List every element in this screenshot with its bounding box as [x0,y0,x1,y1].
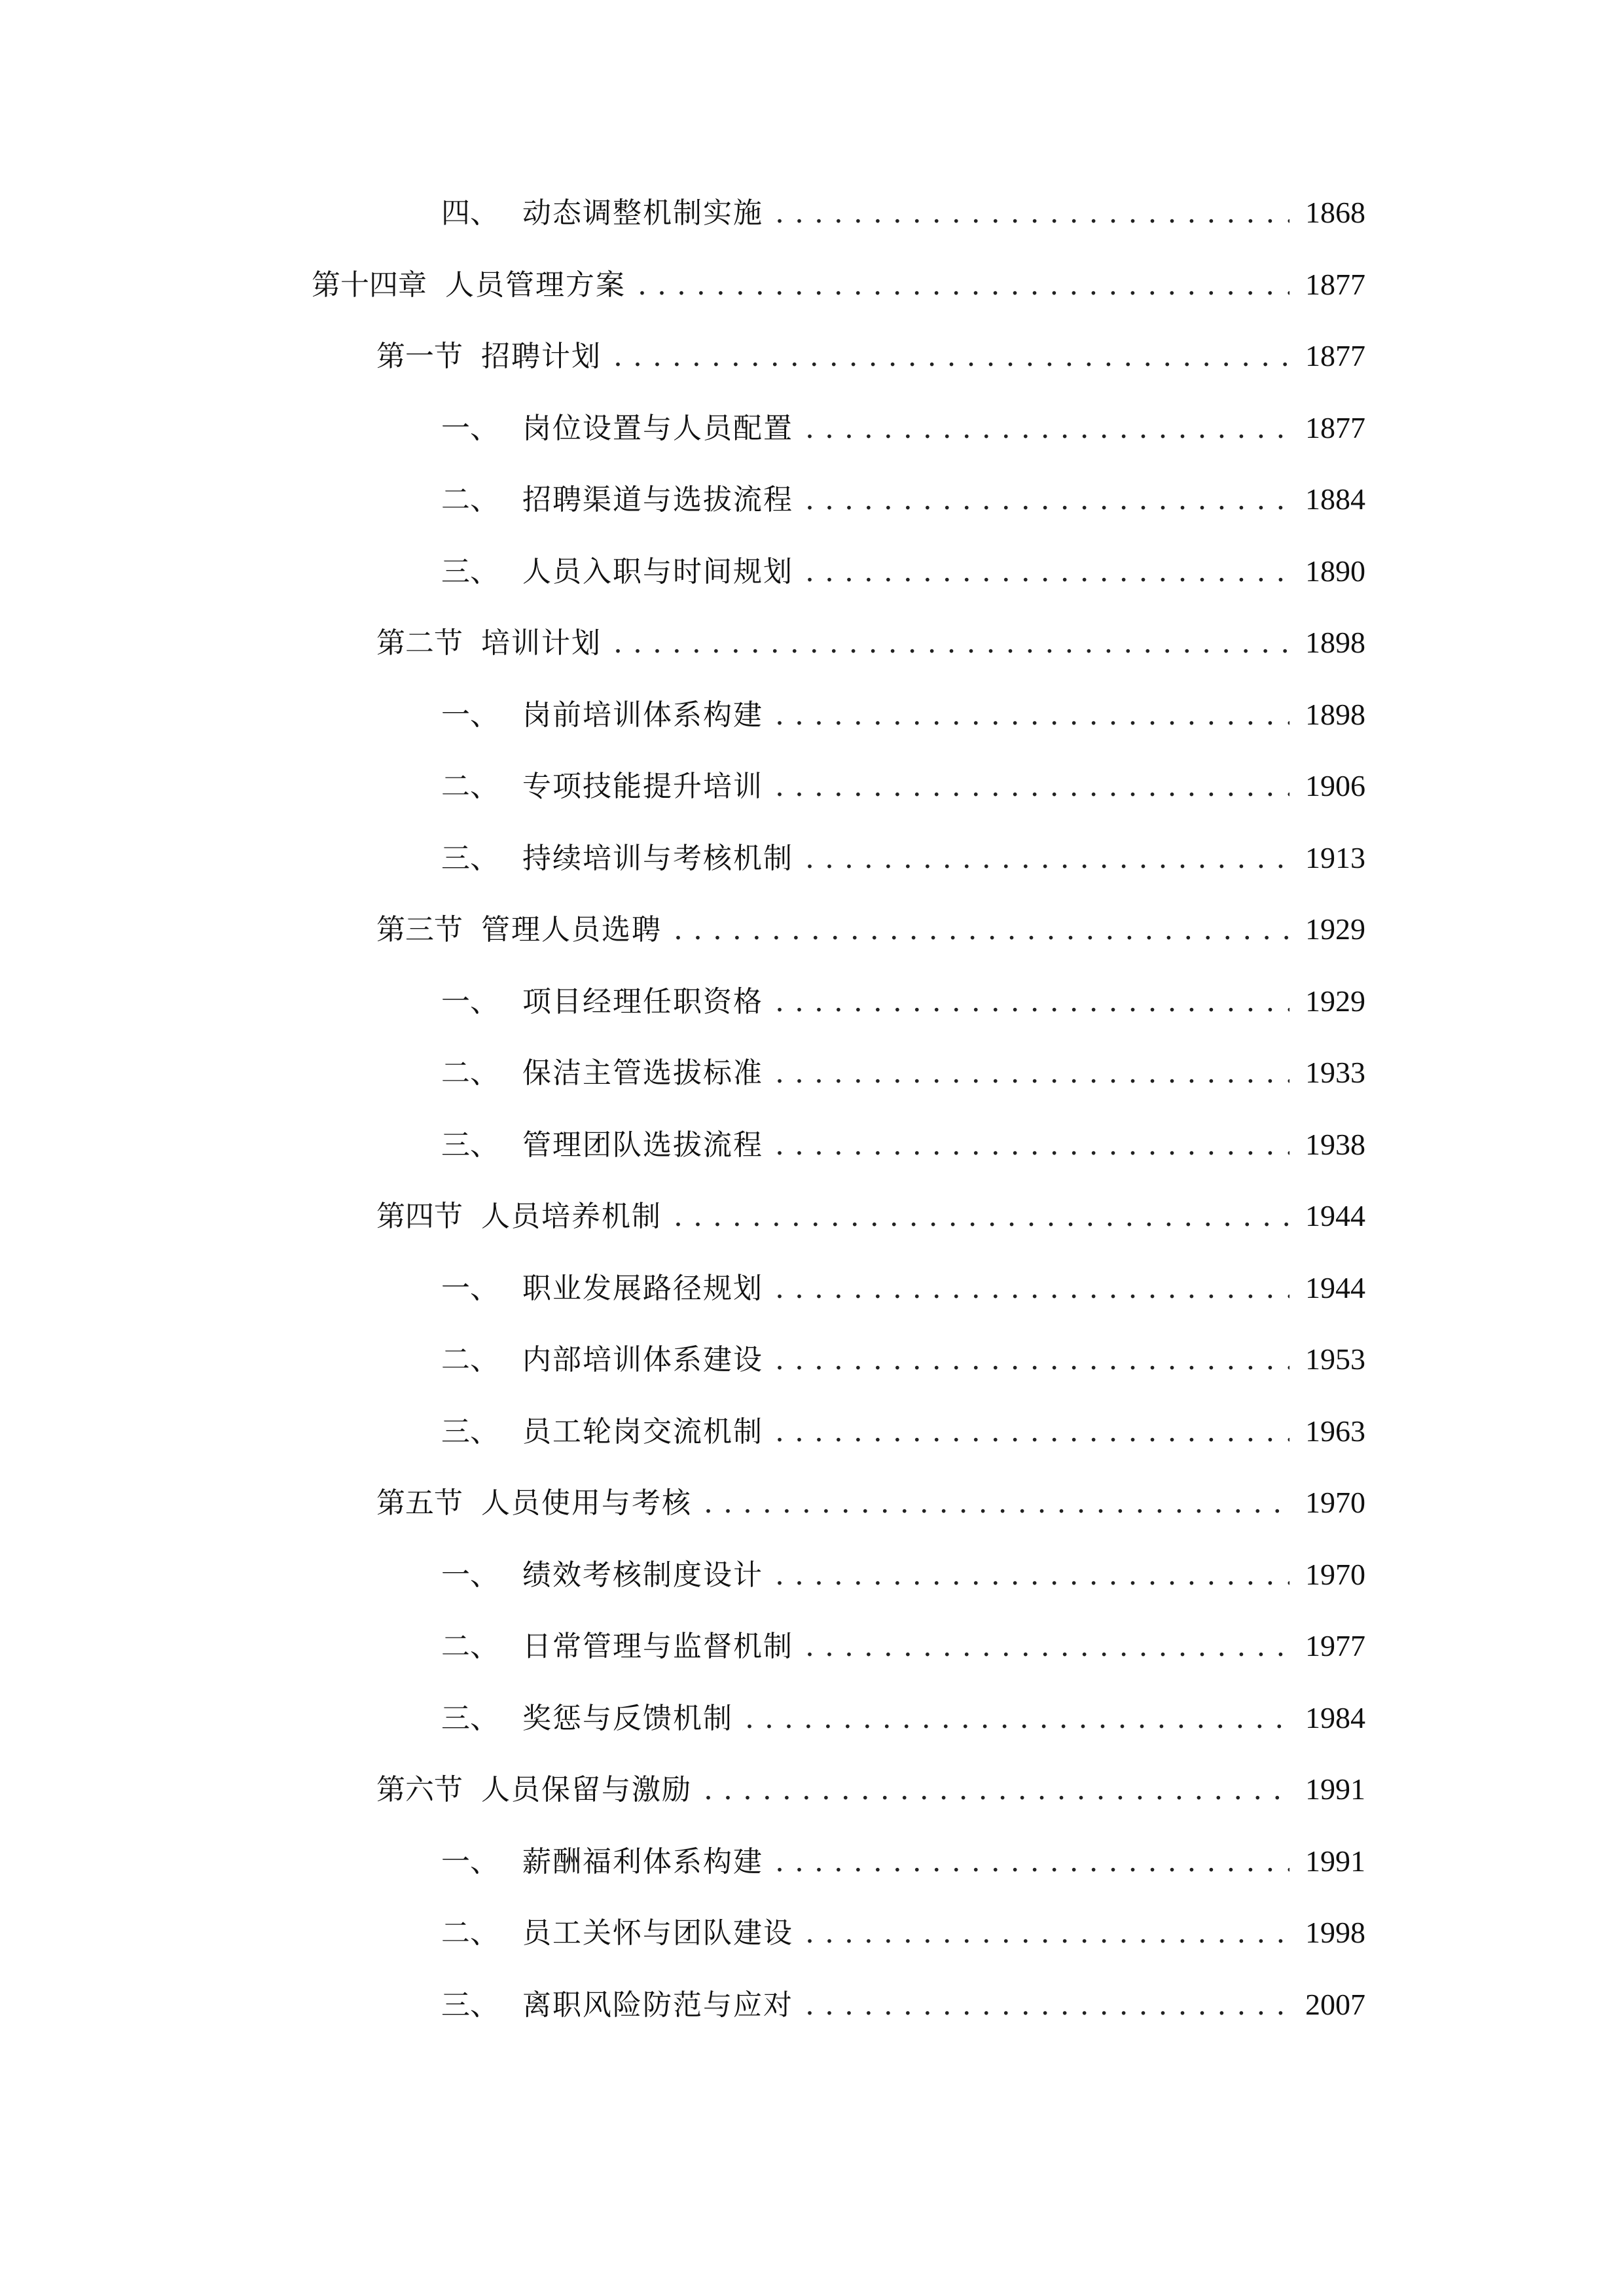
toc-entry-title: 培训计划 [481,626,602,660]
toc-entry-number: 第二节 [376,626,463,660]
toc-entry-section[interactable] [376,336,1365,376]
toc-entry-number: 二、 [441,770,499,803]
toc-entry-number: 第三节 [376,913,463,946]
dot-leader [775,1412,1290,1452]
toc-entry-title: 离职风险防范与应对 [522,1988,793,2022]
toc-entry-title: 内部培训体系建设 [522,1343,763,1376]
toc-entry-section[interactable] [376,623,1365,662]
dot-leader [704,1770,1290,1810]
toc-entry-title: 岗位设置与人员配置 [522,411,793,445]
toc-entry[interactable] [441,408,1365,448]
toc-entry-page: 1877 [1305,410,1365,444]
toc-entry-number: 三、 [441,1701,499,1735]
toc-entry-title: 管理人员选聘 [481,913,662,946]
dot-leader [613,337,1290,376]
toc-entry-number: 二、 [441,1056,499,1090]
dot-leader [805,409,1290,448]
toc-entry-title: 专项技能提升培训 [522,770,763,803]
toc-entry-page: 2007 [1305,1987,1365,2021]
toc-entry[interactable] [441,552,1365,591]
dot-leader [674,1197,1290,1236]
toc-entry-page: 1890 [1305,554,1365,588]
toc-entry-number: 三、 [441,1414,499,1448]
toc-entry-title: 招聘计划 [481,340,602,373]
toc-entry-page: 1868 [1305,196,1365,229]
toc-entry-number: 第十四章 [312,268,427,302]
toc-entry-page: 1884 [1305,482,1365,516]
toc-entry[interactable] [441,766,1365,806]
toc-entry-section[interactable] [376,910,1365,949]
toc-entry-number: 三、 [441,1988,499,2022]
dot-leader [805,480,1290,520]
toc-entry-number: 二、 [441,1916,499,1950]
toc-entry-chapter[interactable] [312,265,1365,304]
toc-entry[interactable] [441,480,1365,519]
toc-entry-number: 第四节 [376,1200,463,1233]
dot-leader [704,1484,1290,1523]
toc-entry[interactable] [441,1555,1365,1594]
toc-entry-section[interactable] [376,1483,1365,1522]
toc-entry-title: 人员使用与考核 [481,1486,692,1520]
toc-entry-number: 三、 [441,554,499,588]
toc-entry-page: 1991 [1305,1772,1365,1806]
toc-entry-page: 1970 [1305,1557,1365,1591]
dot-leader [805,552,1290,592]
toc-entry-title: 人员管理方案 [445,268,626,302]
dot-leader [775,767,1290,806]
toc-entry-page: 1991 [1305,1844,1365,1878]
toc-entry-title: 保洁主管选拔标准 [522,1056,763,1090]
toc-entry-page: 1877 [1305,267,1365,301]
dot-leader [613,624,1290,663]
toc-entry-page: 1898 [1305,697,1365,731]
dot-leader [775,1340,1290,1380]
toc-entry-section[interactable] [376,1770,1365,1809]
toc-entry-number: 二、 [441,483,499,516]
dot-leader [775,1126,1290,1165]
dot-leader [775,194,1290,233]
dot-leader [775,1269,1290,1308]
toc-entry-title: 日常管理与监督机制 [522,1630,793,1663]
toc-entry-page: 1906 [1305,769,1365,802]
toc-entry-title: 岗前培训体系构建 [522,698,763,732]
toc-entry-number: 四、 [441,196,499,230]
dot-leader [805,1986,1290,2025]
toc-entry-number: 三、 [441,1128,499,1162]
toc-entry[interactable] [441,695,1365,734]
toc-entry-number: 第五节 [376,1486,463,1520]
toc-entry[interactable] [441,982,1365,1021]
toc-entry[interactable] [441,193,1365,232]
toc-entry-title: 管理团队选拔流程 [522,1128,763,1162]
toc-entry-number: 二、 [441,1630,499,1663]
dot-leader [674,910,1290,950]
toc-entry[interactable] [441,1913,1365,1952]
toc-entry[interactable] [441,1412,1365,1451]
dot-leader [805,1914,1290,1953]
dot-leader [775,1054,1290,1093]
toc-entry[interactable] [441,1626,1365,1666]
toc-entry-page: 1898 [1305,626,1365,659]
toc-entry-title: 动态调整机制实施 [522,196,763,230]
toc-entry-page: 1929 [1305,912,1365,946]
dot-leader [805,1627,1290,1666]
dot-leader [775,982,1290,1022]
toc-entry-title: 员工轮岗交流机制 [522,1414,763,1448]
dot-leader [745,1699,1290,1738]
toc-entry-page: 1984 [1305,1700,1365,1734]
toc-entry-title: 持续培训与考核机制 [522,841,793,875]
toc-entry-title: 员工关怀与团队建设 [522,1916,793,1950]
toc-entry-page: 1944 [1305,1270,1365,1304]
toc-entry-page: 1998 [1305,1916,1365,1949]
toc-entry-title: 项目经理任职资格 [522,984,763,1018]
toc-entry-page: 1933 [1305,1056,1365,1089]
toc-entry-number: 三、 [441,841,499,875]
toc-entry[interactable] [441,838,1365,878]
toc-entry-title: 绩效考核制度设计 [522,1558,763,1592]
dot-leader [638,266,1290,305]
toc-entry[interactable] [441,1340,1365,1379]
toc-entry-number: 二、 [441,1343,499,1376]
toc-entry[interactable] [441,1268,1365,1308]
toc-entry-page: 1963 [1305,1414,1365,1448]
toc-entry-title: 职业发展路径规划 [522,1271,763,1305]
toc-entry-number: 一、 [441,1558,499,1592]
toc-entry-section[interactable] [376,1196,1365,1236]
toc-entry-title: 奖惩与反馈机制 [522,1701,733,1735]
toc-entry-page: 1938 [1305,1127,1365,1161]
toc-entry-title: 人员入职与时间规划 [522,554,793,588]
toc-entry[interactable] [441,1053,1365,1092]
toc-entry-number: 一、 [441,984,499,1018]
toc-entry-page: 1929 [1305,984,1365,1018]
dot-leader [775,1842,1290,1882]
toc-entry-page: 1977 [1305,1629,1365,1662]
toc-entry-number: 第六节 [376,1773,463,1806]
toc-entry-page: 1970 [1305,1486,1365,1519]
toc-entry[interactable] [441,1842,1365,1881]
dot-leader [805,839,1290,878]
toc-entry-title: 薪酬福利体系构建 [522,1844,763,1878]
toc-entry-title: 人员保留与激励 [481,1773,692,1806]
toc-entry-page: 1877 [1305,339,1365,372]
toc-entry-title: 招聘渠道与选拔流程 [522,483,793,516]
dot-leader [775,1556,1290,1595]
toc-entry-number: 一、 [441,411,499,445]
toc-entry[interactable] [441,1698,1365,1738]
toc-entry-page: 1913 [1305,840,1365,874]
toc-entry-title: 人员培养机制 [481,1200,662,1233]
toc-entry-page: 1944 [1305,1199,1365,1232]
toc-entry-number: 一、 [441,698,499,732]
toc-entry[interactable] [441,1985,1365,2024]
toc-entry-number: 一、 [441,1844,499,1878]
toc-entry-number: 一、 [441,1271,499,1305]
toc-entry-number: 第一节 [376,340,463,373]
toc-entry-page: 1953 [1305,1342,1365,1376]
toc-entry[interactable] [441,1125,1365,1164]
dot-leader [775,696,1290,735]
